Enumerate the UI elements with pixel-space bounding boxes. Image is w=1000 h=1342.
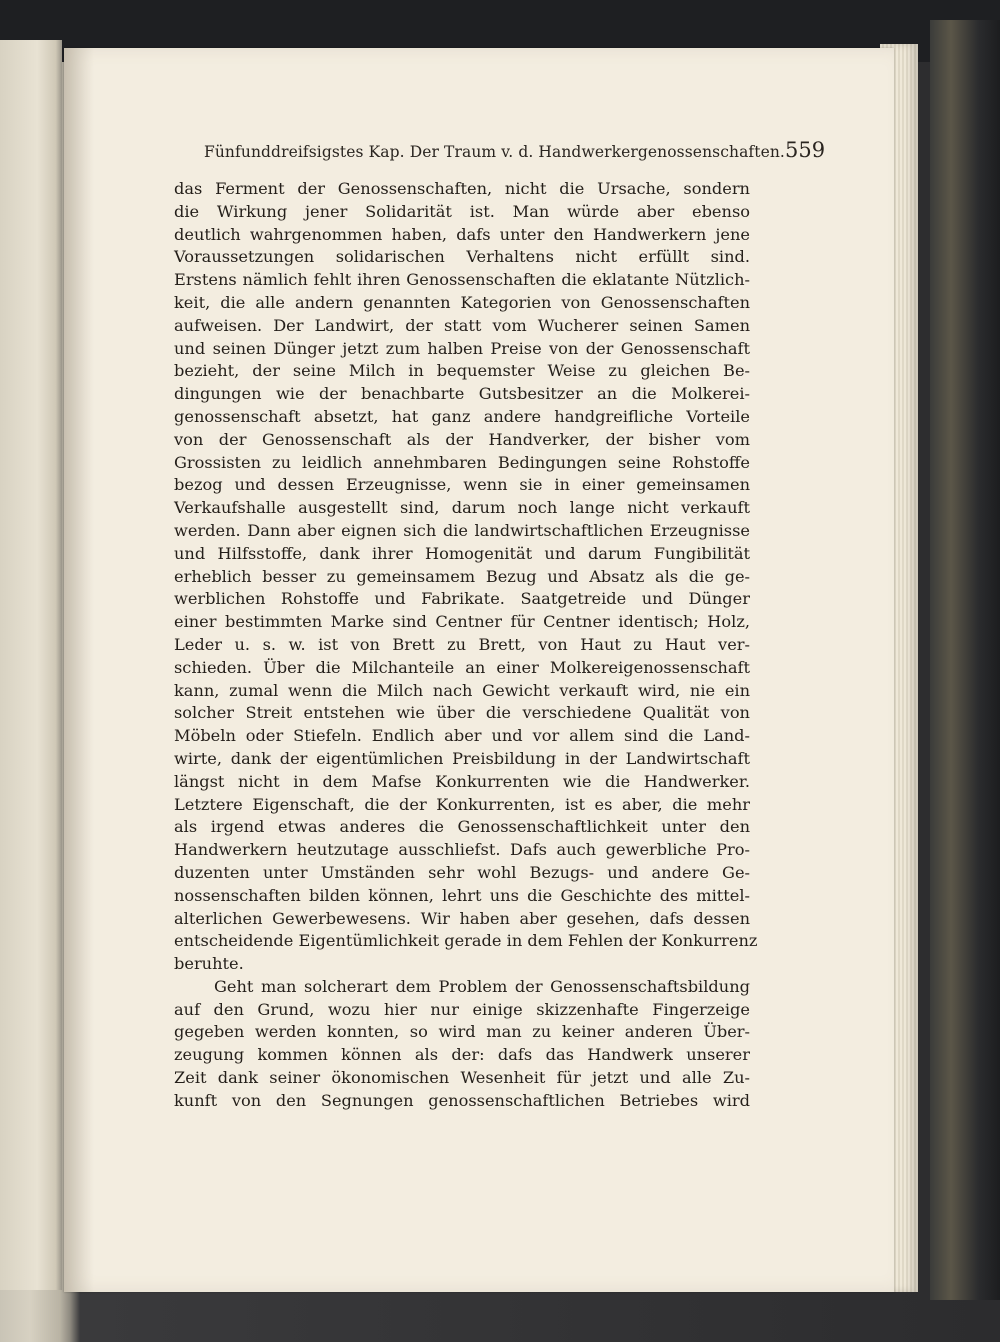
book-cover-edge [930,20,1000,1300]
text-line: Zeit dank seiner ökonomischen Wesenheit für jetzt und alle Zu- [174,1068,750,1088]
text-line: das Ferment der Genossenschaften, nicht die Ursache, sondern [174,179,750,198]
text-line: schieden. Über die Milchanteile an einer Molkereigenossenschaft [174,657,750,677]
text-line: längst nicht in dem Mafse Konkurrenten wie die Handwerker. [174,771,750,791]
text-line: kann, zumal wenn die Milch nach Gewicht verkauft wird, nie ein [174,680,750,700]
book-page [64,48,894,1292]
gutter-shadow [64,48,94,1292]
text-line: als irgend etwas anderes die Genossenschaftlichkeit unter den [174,817,750,837]
text-line: gegeben werden konnten, so wird man zu keiner anderen Über- [174,1022,750,1042]
text-line: deutlich wahrgenommen haben, dafs unter den Handwerkern jene [174,224,750,244]
text-line: werblichen Rohstoffe und Fabrikate. Saatgetreide und Dünger [174,589,750,609]
text-line: bezog und dessen Erzeugnisse, wenn sie in einer gemeinsamen [174,475,750,495]
text-line: bezieht, der seine Milch in bequemster Weise zu gleichen Be- [174,361,750,381]
text-line: Letztere Eigenschaft, die der Konkurrenten, ist es aber, die mehr [174,794,750,814]
text-line: beruhte. [174,954,244,974]
text-line: werden. Dann aber eignen sich die landwirtschaftlichen Erzeugnisse [174,520,750,540]
text-line: von der Genossenschaft als der Handverker, der bisher vom [174,429,750,449]
text-line: zeugung kommen können als der: dafs das Handwerk unserer [174,1045,750,1065]
text-line: alterlichen Gewerbewesens. Wir haben aber gesehen, dafs dessen [174,908,750,928]
text-line: keit, die alle andern genannten Kategorien von Genossenschaften [174,292,750,312]
text-line: Verkaufshalle ausgestellt sind, darum noch lange nicht verkauft [174,498,750,518]
text-line: duzenten unter Umständen sehr wohl Bezugs- und andere Ge- [174,862,750,882]
text-line: Grossisten zu leidlich annehmbaren Bedingungen seine Rohstoffe [174,452,750,472]
text-line: einer bestimmten Marke sind Centner für Centner identisch; Holz, [174,612,750,632]
text-line: solcher Streit entstehen wie über die verschiedene Qualität von [174,703,750,723]
text-line: Leder u. s. w. ist von Brett zu Brett, von Haut zu Haut ver- [174,634,750,654]
page-header [204,138,824,164]
text-line: auf den Grund, wozu hier nur einige skizzenhafte Fingerzeige [174,999,750,1019]
previous-page-edge [0,40,62,1290]
text-line: Voraussetzungen solidarischen Verhaltens nicht erfüllt sind. [174,247,750,267]
text-line: kunft von den Segnungen genossenschaftlichen Betriebes wird [174,1090,750,1110]
body-text [174,178,758,1113]
running-head: Fünfunddreifsigstes Kap. Der Traum v. d. Handwerkergenossenschaften. [204,143,785,161]
text-line: Handwerkern heutzutage ausschliefst. Dafs auch gewerbliche Pro- [174,840,750,860]
text-line: Geht man solcherart dem Problem der Genossenschaftsbildung [214,976,750,996]
text-line: genossenschaft absetzt, hat ganz andere handgreifliche Vorteile [174,406,750,426]
text-line: die Wirkung jener Solidarität ist. Man würde aber ebenso [174,201,750,221]
text-line: und Hilfsstoffe, dank ihrer Homogenität und darum Fungibilität [174,543,750,563]
text-line: Erstens nämlich fehlt ihren Genossenschaften die eklatante Nützlich- [174,270,750,290]
text-line: Möbeln oder Stiefeln. Endlich aber und vor allem sind die Land- [174,726,750,746]
text-line: entscheidende Eigentümlichkeit gerade in dem Fehlen der Konkurrenz [174,931,758,951]
text-line: und seinen Dünger jetzt zum halben Preise von der Genossenschaft [174,338,750,358]
text-line: aufweisen. Der Landwirt, der statt vom Wucherer seinen Samen [174,315,750,335]
text-line: erheblich besser zu gemeinsamem Bezug und Absatz als die ge- [174,566,750,586]
paragraph [174,178,758,976]
text-line: wirte, dank der eigentümlichen Preisbildung in der Landwirtschaft [174,748,750,768]
text-line: nossenschaften bilden können, lehrt uns die Geschichte des mittel- [174,885,750,905]
text-line: dingungen wie der benachbarte Gutsbesitzer an die Molkerei- [174,384,750,404]
page-number: 559 [784,138,826,162]
paragraph [174,976,750,1113]
